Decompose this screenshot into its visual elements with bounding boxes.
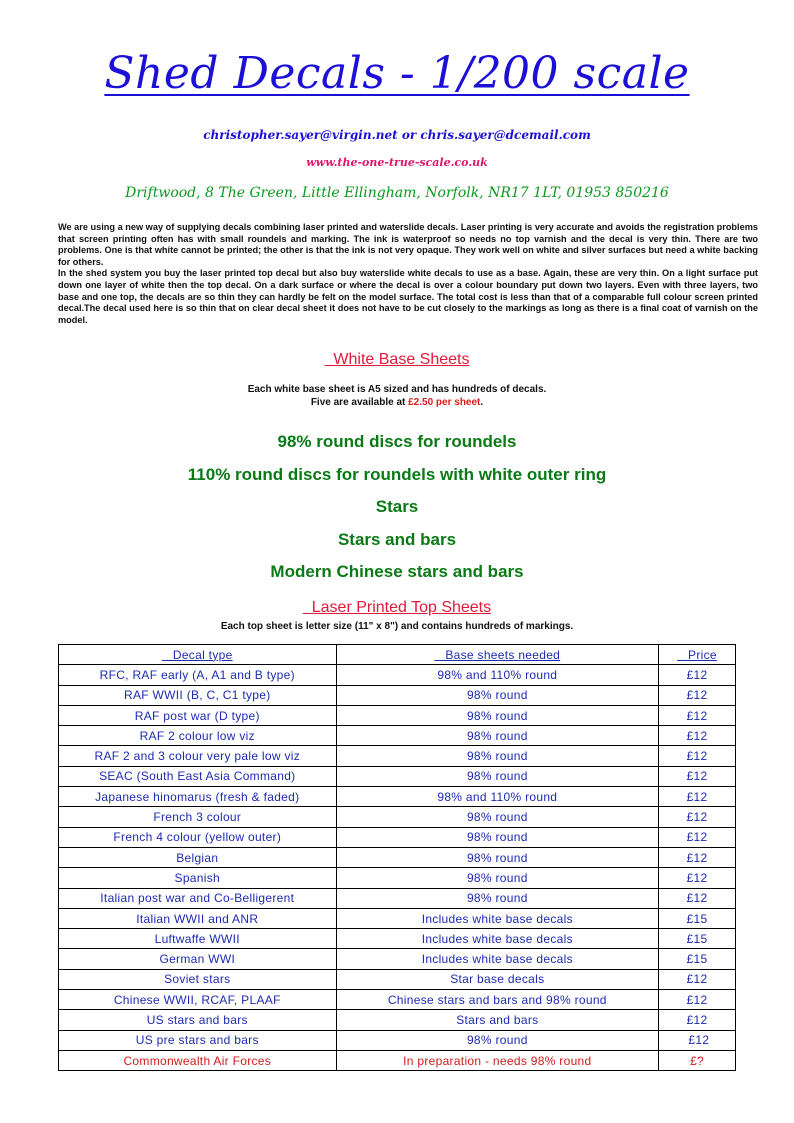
note-prefix: Five are available at: [310, 397, 409, 408]
table-row: [59, 929, 736, 949]
note-suffix: .: [480, 397, 484, 408]
table-row: [59, 969, 736, 989]
cell-decal-type: Italian post war and Co-Belligerent: [59, 888, 337, 908]
cell-base-sheets: 98% round: [336, 807, 659, 827]
table-row: [59, 807, 736, 827]
table-row: [59, 766, 736, 786]
table-row: [59, 847, 736, 867]
list-item: 98% round discs for roundels: [277, 432, 517, 451]
table-row: [59, 726, 736, 746]
cell-price: £12: [659, 969, 736, 989]
header-base-sheets-label: Base sheets needed: [434, 647, 561, 662]
cell-base-sheets: 98% round: [336, 827, 659, 847]
table-row: [59, 1010, 736, 1030]
page-title: Shed Decals - 1/200 scale: [104, 48, 690, 99]
website-link[interactable]: www.the-one-true-scale.co.uk: [306, 156, 488, 169]
intro-paragraph-2: In the shed system you buy the laser printed top decal but also buy waterslide white decals to use as a base. Again, these are very thin. On a light surface put down one layer of white then the top decal. On a dark surface or where the decal is over a colour boundary put down two layers. Even with three layers, two base and one top, the decals are so thin they can hardly be felt on the model surface. The total cost is less than that of a comparable full colour screen printed decal.The decal used here is so thin that on clear decal sheet it does not have to be cut closely to the markings as long as there is a final coat of varnish on the model.: [58, 268, 758, 325]
cell-decal-type: RAF post war (D type): [59, 705, 337, 725]
cell-price: £12: [659, 868, 736, 888]
header-base-sheets: [336, 645, 659, 665]
cell-base-sheets: 98% round: [336, 1030, 659, 1050]
intro-paragraph-1: We are using a new way of supplying decals combining laser printed and waterslide decals. Laser printing is very accurate and avoids the registration problems that screen printing often has with small roundels and marking. The ink is waterproof so needs no top varnish and the decal is very thin. There are two problems. One is that white cannot be printed; the other is that the ink is not very opaque. They work well on white and silver surfaces but need a white backing for others.: [58, 222, 758, 267]
header-decal-type-label: Decal type: [161, 647, 233, 662]
cell-decal-type: French 3 colour: [59, 807, 337, 827]
table-row: [59, 685, 736, 705]
table-row: [59, 888, 736, 908]
list-item: Stars: [375, 497, 419, 516]
cell-base-sheets: 98% and 110% round: [336, 665, 659, 685]
white-base-sheet-list: [0, 430, 794, 593]
cell-price: £12: [659, 827, 736, 847]
cell-price: £15: [659, 908, 736, 928]
cell-price: £12: [659, 990, 736, 1010]
cell-base-sheets: In preparation - needs 98% round: [336, 1050, 659, 1070]
cell-price: £12: [659, 807, 736, 827]
table-row: [59, 1050, 736, 1070]
list-item: Modern Chinese stars and bars: [270, 562, 524, 581]
white-base-heading: White Base Sheets: [324, 351, 470, 368]
top-sheets-heading: Laser Printed Top Sheets: [302, 599, 492, 616]
cell-base-sheets: 98% round: [336, 868, 659, 888]
cell-decal-type: Chinese WWII, RCAF, PLAAF: [59, 990, 337, 1010]
white-base-note: [0, 383, 794, 409]
cell-base-sheets: 98% round: [336, 847, 659, 867]
cell-base-sheets: 98% round: [336, 746, 659, 766]
cell-decal-type: Japanese hinomarus (fresh & faded): [59, 787, 337, 807]
postal-address: Driftwood, 8 The Green, Little Ellingham, Norfolk, NR17 1LT, 01953 850216: [125, 185, 669, 201]
cell-base-sheets: Chinese stars and bars and 98% round: [336, 990, 659, 1010]
cell-base-sheets: 98% round: [336, 685, 659, 705]
cell-decal-type: RAF WWII (B, C, C1 type): [59, 685, 337, 705]
white-base-note-line2: [0, 396, 794, 409]
cell-price: £12: [659, 726, 736, 746]
cell-decal-type: SEAC (South East Asia Command): [59, 766, 337, 786]
cell-price: £12: [659, 847, 736, 867]
cell-base-sheets: Stars and bars: [336, 1010, 659, 1030]
top-sheets-note: Each top sheet is letter size (11" x 8") and contains hundreds of markings.: [220, 621, 574, 632]
cell-decal-type: RAF 2 colour low viz: [59, 726, 337, 746]
cell-price: £12: [659, 766, 736, 786]
cell-decal-type: RFC, RAF early (A, A1 and B type): [59, 665, 337, 685]
contact-emails[interactable]: christopher.sayer@virgin.net or chris.sayer@dcemail.com: [203, 128, 591, 142]
header-price: [659, 645, 736, 665]
cell-decal-type: French 4 colour (yellow outer): [59, 827, 337, 847]
cell-base-sheets: 98% and 110% round: [336, 787, 659, 807]
cell-decal-type: US stars and bars: [59, 1010, 337, 1030]
cell-price: £12: [659, 1010, 736, 1030]
table-row: [59, 908, 736, 928]
cell-decal-type: Belgian: [59, 847, 337, 867]
cell-base-sheets: Includes white base decals: [336, 949, 659, 969]
cell-price: £?: [659, 1050, 736, 1070]
cell-base-sheets: 98% round: [336, 705, 659, 725]
cell-price: £12: [659, 1030, 736, 1050]
cell-base-sheets: 98% round: [336, 726, 659, 746]
list-item: 110% round discs for roundels with white outer ring: [187, 464, 607, 484]
cell-price: £12: [659, 746, 736, 766]
table-header-row: [59, 645, 736, 665]
cell-price: £15: [659, 929, 736, 949]
cell-base-sheets: 98% round: [336, 766, 659, 786]
cell-decal-type: Italian WWII and ANR: [59, 908, 337, 928]
list-item: Stars and bars: [337, 529, 457, 549]
intro-text: [58, 222, 758, 326]
table-row: [59, 787, 736, 807]
cell-price: £12: [659, 665, 736, 685]
table-row: [59, 949, 736, 969]
table-row: [59, 1030, 736, 1050]
header-price-label: Price: [677, 647, 717, 662]
cell-price: £12: [659, 888, 736, 908]
white-base-price: £2.50 per sheet: [408, 397, 481, 408]
cell-base-sheets: Includes white base decals: [336, 929, 659, 949]
cell-base-sheets: Star base decals: [336, 969, 659, 989]
cell-decal-type: Spanish: [59, 868, 337, 888]
cell-decal-type: Commonwealth Air Forces: [59, 1050, 337, 1070]
cell-decal-type: Luftwaffe WWII: [59, 929, 337, 949]
cell-base-sheets: 98% round: [336, 888, 659, 908]
decal-price-table: [58, 644, 736, 1071]
cell-decal-type: US pre stars and bars: [59, 1030, 337, 1050]
cell-price: £12: [659, 705, 736, 725]
white-base-note-line1: Each white base sheet is A5 sized and has hundreds of decals.: [247, 384, 547, 395]
cell-decal-type: RAF 2 and 3 colour very pale low viz: [59, 746, 337, 766]
table-row: [59, 827, 736, 847]
cell-base-sheets: Includes white base decals: [336, 908, 659, 928]
cell-price: £12: [659, 685, 736, 705]
cell-decal-type: Soviet stars: [59, 969, 337, 989]
table-row: [59, 665, 736, 685]
cell-price: £15: [659, 949, 736, 969]
table-row: [59, 990, 736, 1010]
header-decal-type: [59, 645, 337, 665]
table-row: [59, 746, 736, 766]
table-row: [59, 705, 736, 725]
cell-decal-type: German WWI: [59, 949, 337, 969]
table-row: [59, 868, 736, 888]
cell-price: £12: [659, 787, 736, 807]
